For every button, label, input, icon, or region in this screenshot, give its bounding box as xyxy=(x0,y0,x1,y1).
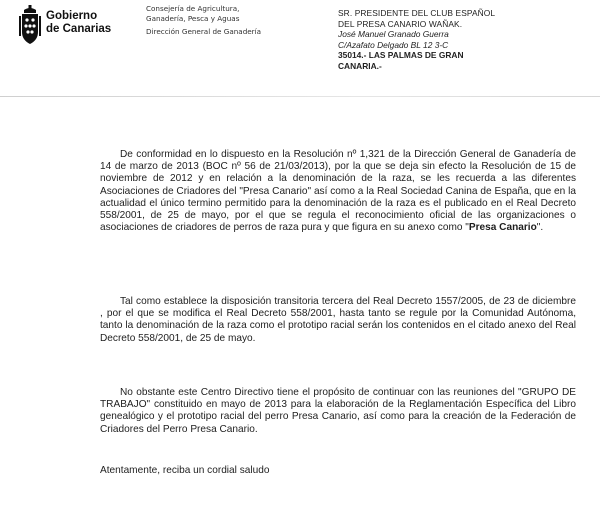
department-line-1: Consejería de Agricultura, xyxy=(146,4,240,13)
paragraph-1 xyxy=(100,149,576,234)
coat-of-arms-icon xyxy=(18,4,42,46)
closing-salutation: Atentamente, reciba un cordial saludo xyxy=(100,465,270,476)
paragraph-2: Tal como establece la disposición transitoria tercera del Real Decreto 1557/2005, de 23 de diciembre , por el que se modifica el Real Decreto 558/2001, hasta tanto se regule por la Comunidad Autónoma, tanto la denominación de la raza como el prototipo racial serán los contenidos en el citado anexo del Real Decreto 558/2001, de 25 de mayo. xyxy=(100,296,576,344)
recipient-city-line-1: 35014.- LAS PALMAS DE GRAN xyxy=(338,50,464,60)
recipient-line-2: DEL PRESA CANARIO WAÑAK. xyxy=(338,18,463,29)
header-divider xyxy=(0,96,600,97)
paragraph-3: No obstante este Centro Directivo tiene el propósito de continuar con las reuniones del "GRUPO DE TRABAJO" constituido en mayo de 2013 para la elaboración de la Reglamentación Específica del Libro genealógico y el prototipo racial del perro Presa Canario, así como para la creación de la Federación de Criadores del Perro Presa Canario. xyxy=(100,387,576,435)
recipient-address xyxy=(338,8,588,71)
government-logo xyxy=(18,4,128,50)
logo-text xyxy=(46,10,111,36)
logo-line-1: Gobierno xyxy=(46,10,98,22)
paragraph-1-end: ". xyxy=(536,222,544,234)
department-line-2: Ganadería, Pesca y Aguas xyxy=(146,14,240,23)
recipient-street: C/Azafato Delgado BL 12 3-C xyxy=(338,39,449,50)
department-directorate: Dirección General de Ganadería xyxy=(146,27,262,36)
recipient-name: José Manuel Granado Guerra xyxy=(338,29,449,39)
recipient-line-1: SR. PRESIDENTE DEL CLUB ESPAÑOL xyxy=(338,8,496,18)
recipient-city-line-2: CANARIA.- xyxy=(338,60,382,71)
breed-name: Presa Canario xyxy=(468,222,537,234)
logo-line-2: de Canarias xyxy=(46,23,112,35)
paragraph-1-text: De conformidad en lo dispuesto en la Resolución nº 1,321 de la Dirección General de Ganadería de 14 de marzo de 2013 (BOC nº 56 de 21/03/2013), por la que se deja sin efecto la Resolución de 15 de noviembre de 2012 y en relación a la denominación de la raza, se les recuerda a las diferentes Asociaciones de Criadores del "Presa Canario" así como a la Real Sociedad Canina de España, que en la actualidad el único termino permitido para la denominación de la raza es el publicado en el Real Decreto 558/2001, de 25 de mayo, por el que se regula el reconocimiento oficial de las organizaciones o asociaciones de criadores de perros de raza pura y que figura en su anexo como " xyxy=(100,149,576,234)
department-block xyxy=(146,4,316,37)
